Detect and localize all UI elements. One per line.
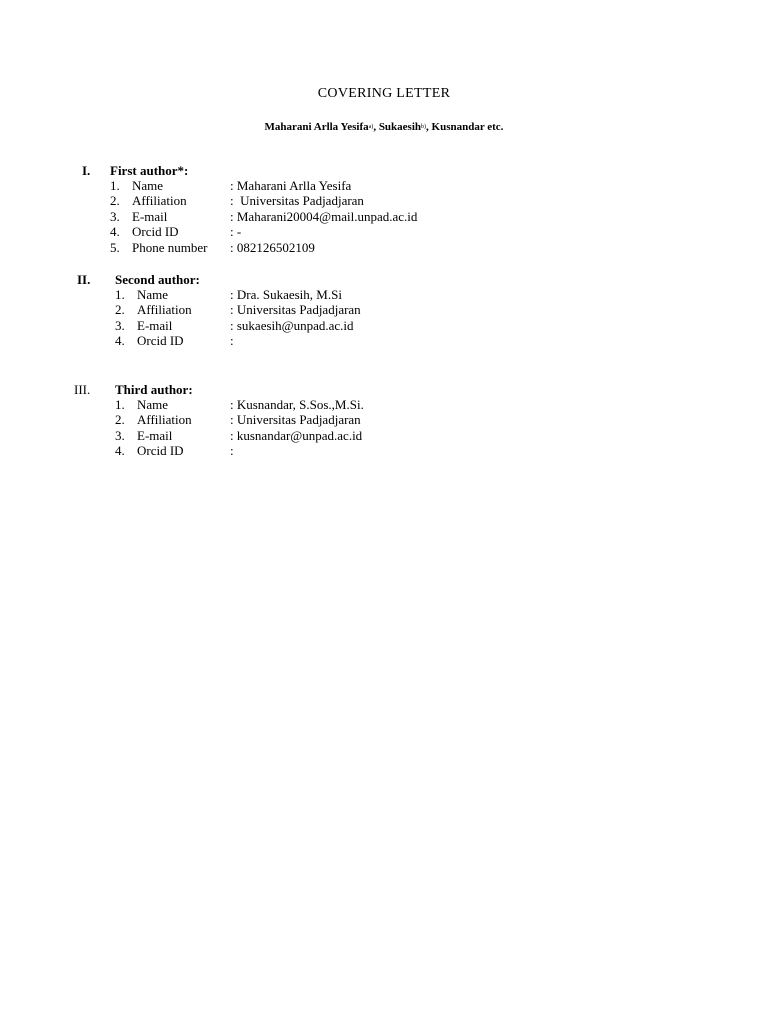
section-heading: Second author: bbox=[115, 272, 200, 287]
field-label: Orcid ID bbox=[137, 333, 184, 348]
field-row bbox=[0, 333, 768, 348]
field-row bbox=[0, 209, 768, 224]
field-value: : Maharani20004@mail.unpad.ac.id bbox=[230, 209, 418, 224]
field-label: Affiliation bbox=[137, 302, 192, 317]
field-value: : Maharani Arlla Yesifa bbox=[230, 178, 352, 193]
field-number: 3. bbox=[115, 428, 125, 443]
field-number: 5. bbox=[110, 240, 120, 255]
field-row bbox=[0, 178, 768, 193]
authors-line bbox=[0, 120, 768, 135]
field-row bbox=[0, 193, 768, 208]
field-value: : bbox=[230, 333, 234, 348]
field-number: 2. bbox=[115, 412, 125, 427]
field-number: 1. bbox=[110, 178, 120, 193]
field-label: E-mail bbox=[137, 318, 173, 333]
author-1-name: Maharani Arlla Yesifa bbox=[264, 121, 369, 133]
field-row bbox=[0, 397, 768, 412]
section-heading: First author*: bbox=[110, 163, 189, 178]
field-row bbox=[0, 412, 768, 427]
field-value: : Universitas Padjadjaran bbox=[230, 412, 361, 427]
field-value: : - bbox=[230, 224, 242, 239]
field-label: Orcid ID bbox=[137, 443, 184, 458]
field-number: 4. bbox=[110, 224, 120, 239]
field-row bbox=[0, 224, 768, 239]
section-numeral: I. bbox=[82, 163, 91, 178]
document-title: COVERING LETTER bbox=[317, 86, 451, 101]
field-row bbox=[0, 318, 768, 333]
field-value: : 082126502109 bbox=[230, 240, 315, 255]
field-number: 3. bbox=[115, 318, 125, 333]
field-label: Name bbox=[137, 287, 169, 302]
field-value: : Universitas Padjadjaran bbox=[230, 193, 364, 208]
field-label: Phone number bbox=[132, 240, 208, 255]
field-number: 3. bbox=[110, 209, 120, 224]
field-value: : Universitas Padjadjaran bbox=[230, 302, 361, 317]
field-row bbox=[0, 240, 768, 255]
field-row bbox=[0, 287, 768, 302]
field-number: 4. bbox=[115, 443, 125, 458]
field-row bbox=[0, 302, 768, 317]
field-number: 2. bbox=[115, 302, 125, 317]
authors-separator-1: , bbox=[373, 121, 379, 133]
field-number: 2. bbox=[110, 193, 120, 208]
section-numeral: III. bbox=[74, 382, 91, 397]
field-number: 4. bbox=[115, 333, 125, 348]
field-value: : kusnandar@unpad.ac.id bbox=[230, 428, 363, 443]
field-value: : sukaesih@unpad.ac.id bbox=[230, 318, 354, 333]
section-heading: Third author: bbox=[115, 382, 193, 397]
field-label: Affiliation bbox=[132, 193, 187, 208]
field-label: E-mail bbox=[137, 428, 173, 443]
author-2-name: Sukaesih bbox=[378, 121, 422, 133]
author-2-mark: b) bbox=[421, 124, 427, 130]
field-number: 1. bbox=[115, 287, 125, 302]
field-label: Affiliation bbox=[137, 412, 192, 427]
field-label: Name bbox=[137, 397, 169, 412]
section-numeral: II. bbox=[77, 272, 91, 287]
field-number: 1. bbox=[115, 397, 125, 412]
field-label: Name bbox=[132, 178, 164, 193]
field-row bbox=[0, 443, 768, 458]
field-row bbox=[0, 428, 768, 443]
field-value: : Kusnandar, S.Sos.,M.Si. bbox=[230, 397, 364, 412]
author-1-mark: a) bbox=[368, 124, 374, 130]
field-label: E-mail bbox=[132, 209, 168, 224]
field-value: : Dra. Sukaesih, M.Si bbox=[230, 287, 342, 302]
field-value: : bbox=[230, 443, 234, 458]
field-label: Orcid ID bbox=[132, 224, 179, 239]
authors-separator-2: , Kusnandar etc. bbox=[426, 121, 504, 133]
